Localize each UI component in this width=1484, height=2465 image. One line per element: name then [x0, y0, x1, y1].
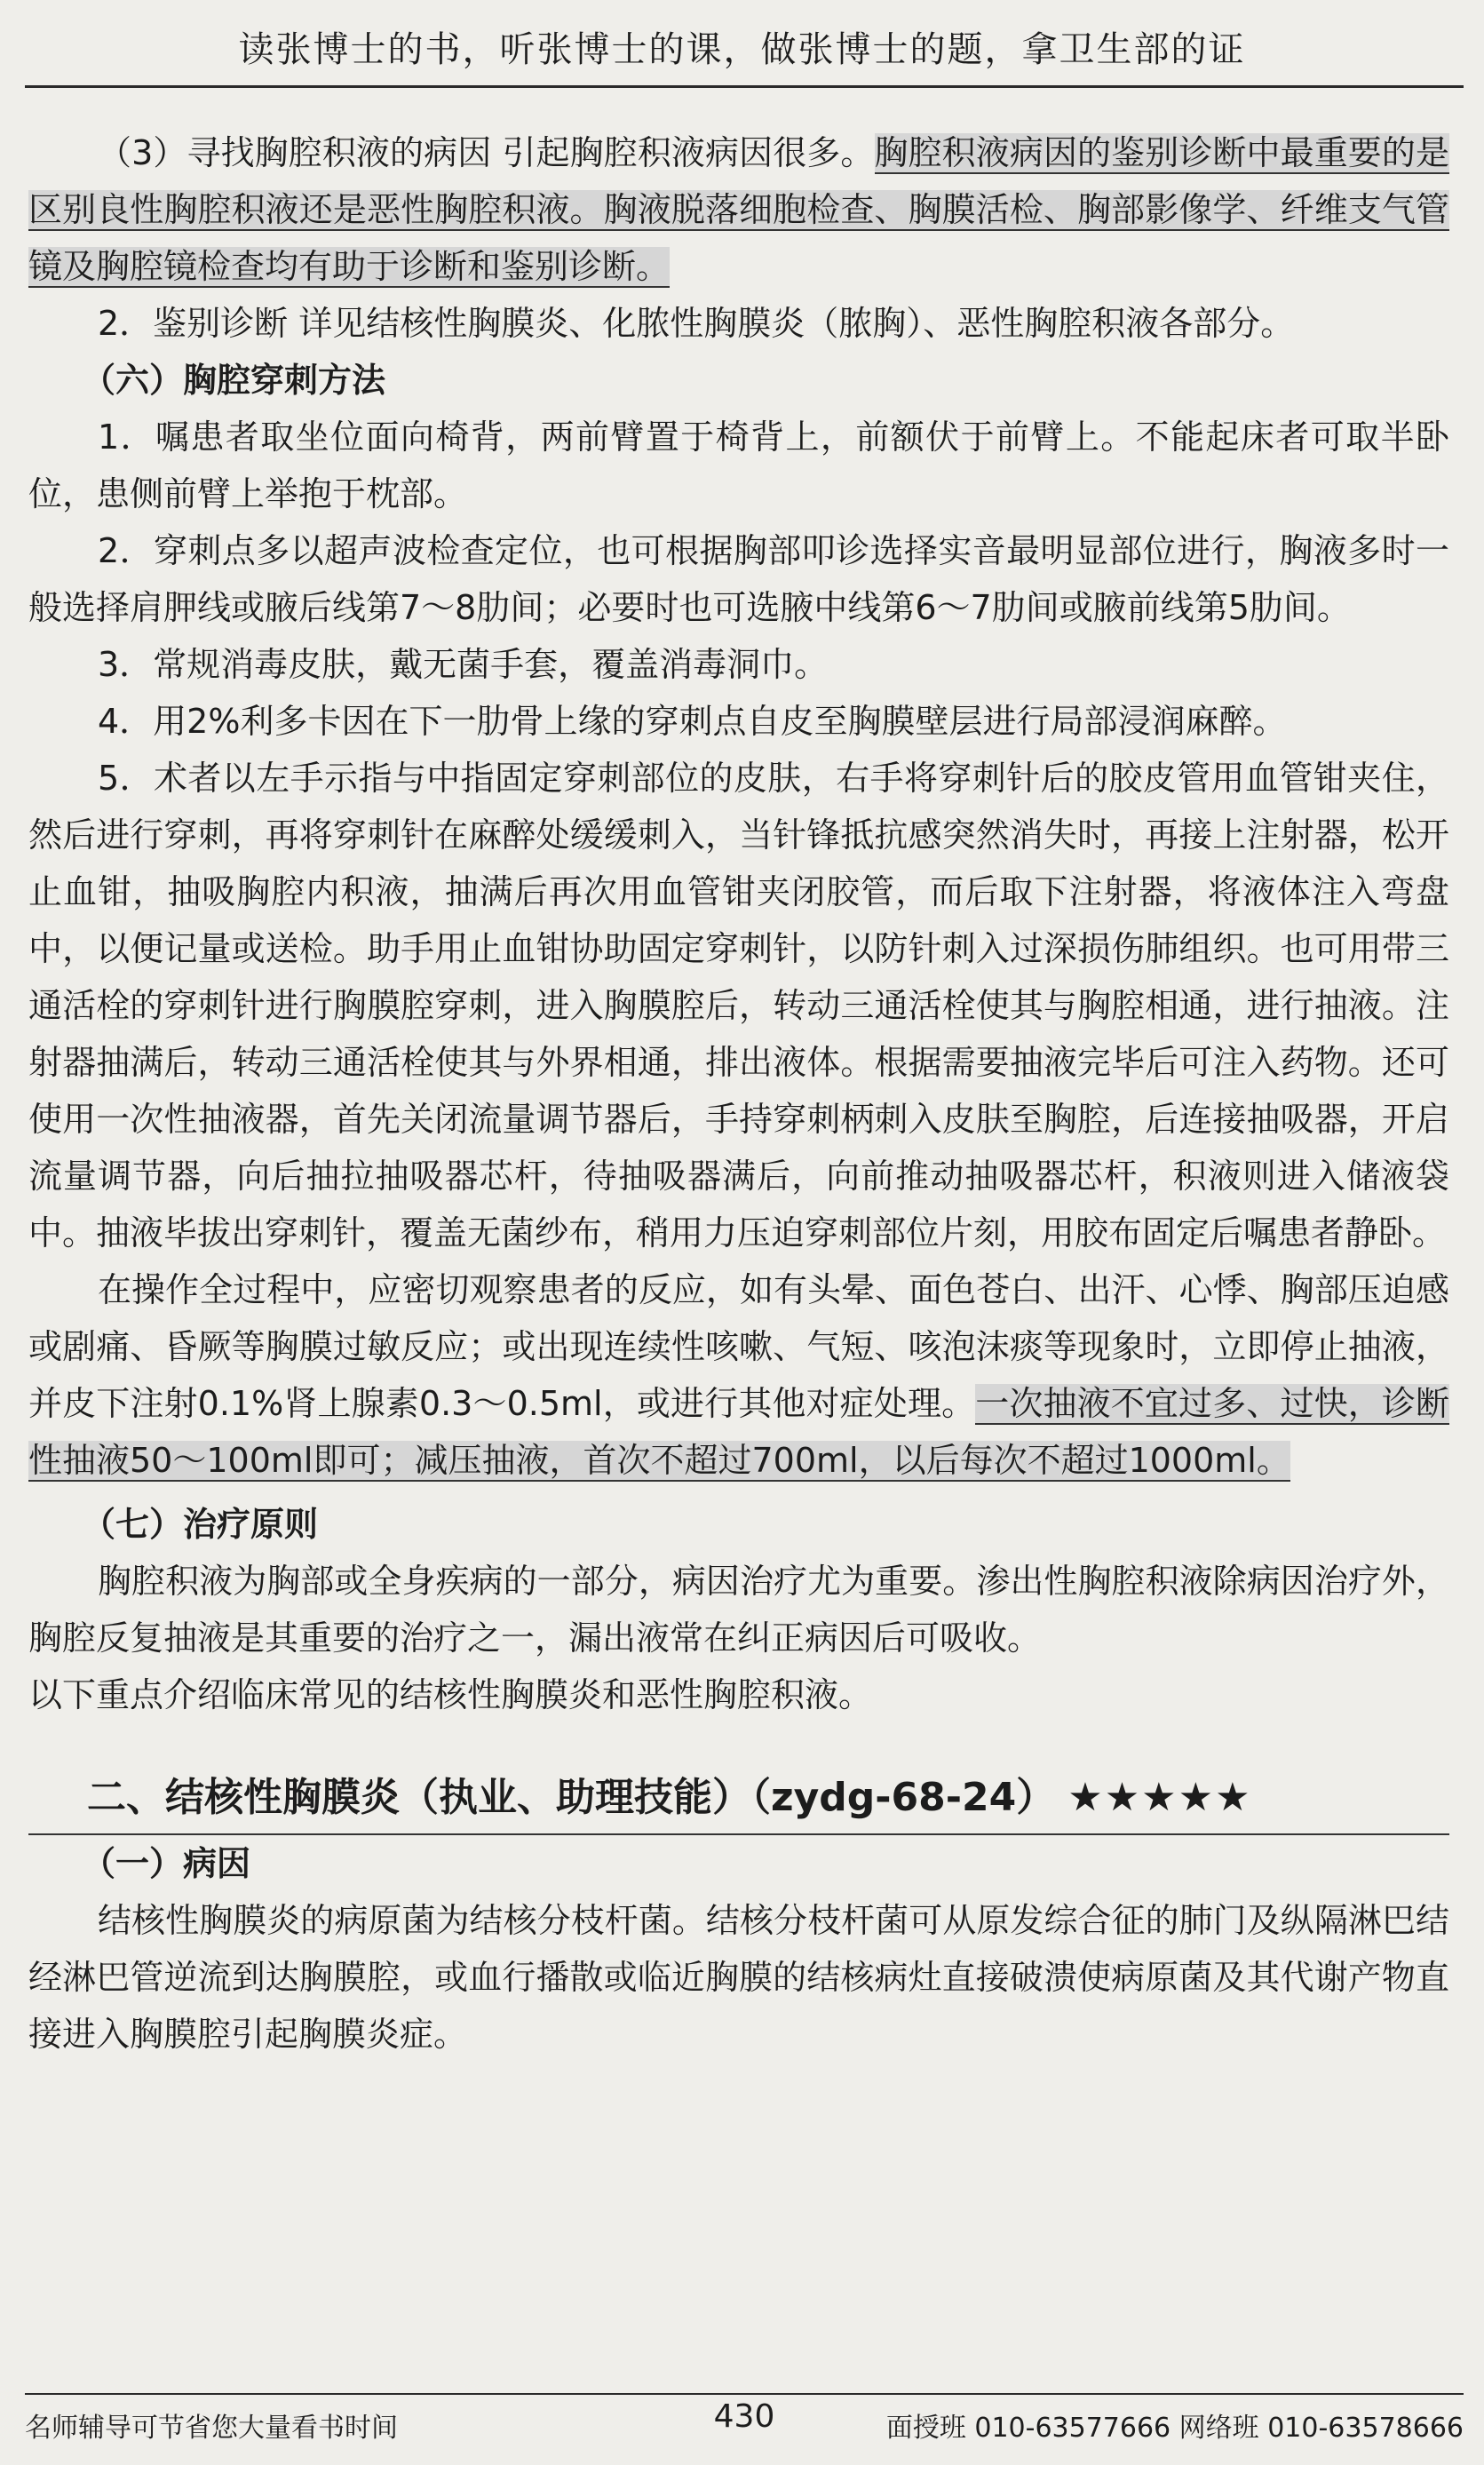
- star-rating: ★★★★★: [1067, 1775, 1252, 1820]
- footer-contact: 面授班 010-63577666 网络班 010-63578666: [885, 2413, 1464, 2444]
- highlighted-text: 胸腔积液病因的鉴别诊断中最重要的是区别良性胸腔积液还是恶性胸腔积液。胸液脱落细胞检查、胸膜活检、胸部影像学、纤维支气管镜及胸腔镜检查均有助于诊断和鉴别诊断。: [28, 133, 1449, 286]
- header-rule: [25, 85, 1464, 88]
- paragraph-precautions: [28, 1261, 1449, 1489]
- footer-rule: [25, 2393, 1464, 2395]
- highlighted-text: 一次抽液不宜过多、过快，诊断性抽液50～100ml即可；减压抽液，首次不超过700ml，以后每次不超过1000ml。: [28, 1384, 1449, 1480]
- step-5: 5．术者以左手示指与中指固定穿刺部位的皮肤，右手将穿刺针后的胶皮管用血管钳夹住，然后进行穿刺，再将穿刺针在麻醉处缓缓刺入，当针锋抵抗感突然消失时，再接上注射器，松开止血钳，抽吸胸腔内积液，抽满后再次用血管钳夹闭胶管，而后取下注射器，将液体注入弯盘中，以便记量或送检。助手用止血钳协助固定穿刺针，以防针刺入过深损伤肺组织。也可用带三通活栓的穿刺针进行胸膜腔穿刺，进入胸膜腔后，转动三通活栓使其与胸腔相通，进行抽液。注射器抽满后，转动三通活栓使其与外界相通，排出液体。根据需要抽液完毕后可注入药物。还可使用一次性抽液器，首先关闭流量调节器后，手持穿刺柄刺入皮肤至胸腔，后连接抽吸器，开启流量调节器，向后抽拉抽吸器芯杆，待抽吸器满后，向前推动抽吸器芯杆，积液则进入储液袋中。抽液毕拔出穿刺针，覆盖无菌纱布，稍用力压迫穿刺部位片刻，用胶布固定后嘱患者静卧。: [28, 759, 1449, 1252]
- paragraph-etiology-search: [28, 124, 1449, 295]
- paragraph-intro-next: 以下重点介绍临床常见的结核性胸膜炎和恶性胸腔积液。: [28, 1675, 873, 1714]
- paragraph-text: 在操作全过程中，应密切观察患者的反应，如有头晕、面色苍白、出汗、心悸、胸部压迫感或剧痛、昏厥等胸膜过敏反应；或出现连续性咳嗽、气短、咳泡沫痰等现象时，立即停止抽液，并皮下注射0.1%肾上腺素0.3～0.5ml，或进行其他对症处理。: [28, 1270, 1449, 1423]
- footer-slogan: 名师辅导可节省您大量看书时间: [25, 2413, 398, 2444]
- paragraph-differential: 2．鉴别诊断 详见结核性胸膜炎、化脓性胸膜炎（脓胸）、恶性胸腔积液各部分。: [98, 304, 1295, 343]
- chapter-heading-tb-pleurisy: [28, 1762, 1449, 1835]
- step-3: 3．常规消毒皮肤，戴无菌手套，覆盖消毒洞巾。: [98, 645, 829, 684]
- step-4: 4．用2%利多卡因在下一肋骨上缘的穿刺点自皮至胸膜壁层进行局部浸润麻醉。: [98, 702, 1287, 741]
- page-content: [28, 124, 1449, 2063]
- step-2: 2．穿刺点多以超声波检查定位，也可根据胸部叩诊选择实音最明显部位进行，胸液多时一般选择肩胛线或腋后线第7～8肋间；必要时也可选腋中线第6～7肋间或腋前线第5肋间。: [28, 531, 1449, 627]
- page-header: 读张博士的书，听张博士的课，做张博士的题，拿卫生部的证: [238, 29, 1246, 70]
- paragraph-etiology: 结核性胸膜炎的病原菌为结核分枝杆菌。结核分枝杆菌可从原发综合征的肺门及纵隔淋巴结经淋巴管逆流到达胸膜腔，或血行播散或临近胸膜的结核病灶直接破溃使病原菌及其代谢产物直接进入胸膜腔引起胸膜炎症。: [28, 1901, 1449, 2054]
- step-1: 1．嘱患者取坐位面向椅背，两前臂置于椅背上，前额伏于前臂上。不能起床者可取半卧位，患侧前臂上举抱于枕部。: [28, 417, 1449, 513]
- page-number: 430: [713, 2398, 775, 2435]
- section-heading-treatment: （七）治疗原则: [82, 1505, 319, 1544]
- paragraph-text: （3）寻找胸腔积液的病因 引起胸腔积液病因很多。: [98, 133, 875, 172]
- paragraph-treatment: 胸腔积液为胸部或全身疾病的一部分，病因治疗尤为重要。渗出性胸腔积液除病因治疗外，胸腔反复抽液是其重要的治疗之一，漏出液常在纠正病因后可吸收。: [28, 1562, 1449, 1658]
- section-heading-thoracentesis: （六）胸腔穿刺方法: [82, 361, 386, 400]
- section-heading-etiology: （一）病因: [82, 1844, 251, 1883]
- chapter-heading-text: 二、结核性胸膜炎（执业、助理技能）（zydg-68-24）: [87, 1775, 1056, 1820]
